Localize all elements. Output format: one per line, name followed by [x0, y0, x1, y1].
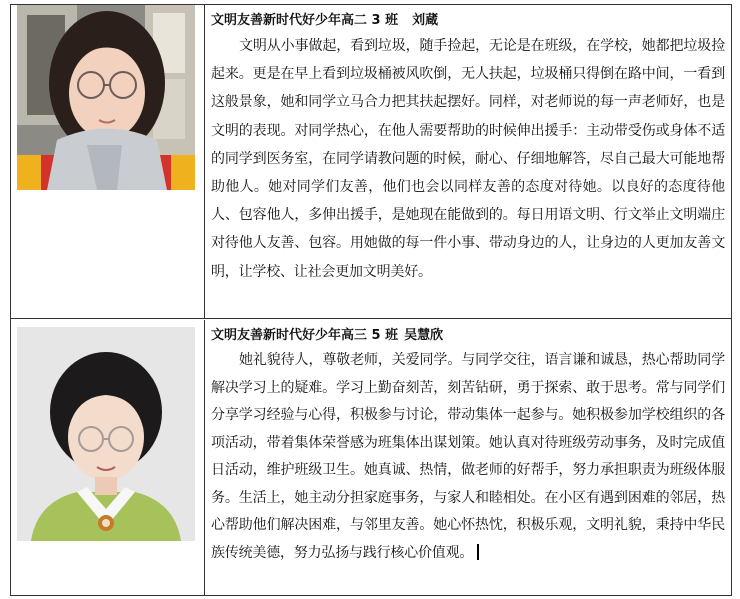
class-label: 文明友善新时代好少年高二 3 班 — [211, 13, 399, 28]
text-cell — [205, 320, 731, 596]
student-title — [211, 10, 725, 32]
photo-cell — [11, 320, 205, 596]
class-label: 文明友善新时代好少年高三 5 班 — [211, 328, 399, 343]
student-bio — [211, 347, 725, 567]
student-bio: 文明从小事做起，看到垃圾，随手捡起，无论是在班级，在学校，她都把垃圾捡起来。更是在早上看到垃圾桶被风吹倒，无人扶起，垃圾桶只得倒在路中间，一看到这般景象，她和同学立马合力把其扶起摆好。同样，对老师说的每一声老师好，也是文明的表现。对同学热心，在他人需要帮助的时候伸出援手：主动带受伤或身体不适的同学到医务室，在同学请教问题的时候，耐心、仔细地解答，尽自己最大可能地帮助他人。她对同学们友善，他们也会以同样友善的态度对待她。以良好的态度待他人、包容他人，多伸出援手，是她现在能做到的。每日用语文明、行文举止文明端庄对待他人友善、包容。用她做的每一件小事、带动身边的人，让身边的人更加友善文明，让学校、让社会更加文明美好。 — [211, 38, 725, 280]
student-name: 吴慧欣 — [404, 328, 444, 343]
student-title — [211, 325, 725, 347]
table-row — [11, 320, 731, 596]
photo-cell — [11, 5, 205, 318]
text-cell — [205, 5, 731, 318]
student-bio-text: 她礼貌待人，尊敬老师，关爱同学。与同学交往，语言谦和诚恳，热心帮助同学解决学习上的疑难。学习上勤奋刻苦，刻苦钻研，勇于探索、敢于思考。常与同学们分享学习经验与心得，积极参与讨论，带动集体一起参与。她积极参加学校组织的各项活动，带着集体荣誉感为班集体出谋划策。她认真对待班级劳动事务，及时完成值日活动，维护班级卫生。她真诚、热情，做老师的好帮手，努力承担职责为班级体服务。生活上，她主动分担家庭事务，与家人和睦相处。在小区有遇到困难的邻居，热心帮助他们解决困难，与邻里友善。她心怀热忱，积极乐观，文明礼貌，秉持中华民族传统美德，努力弘扬与践行核心价值观。 — [211, 352, 725, 561]
text-cursor[interactable] — [477, 544, 479, 560]
student-name: 刘蔵 — [412, 13, 439, 28]
table-row — [11, 5, 731, 319]
student-photo — [17, 5, 195, 190]
student-table — [10, 4, 732, 596]
student-photo — [17, 327, 195, 541]
